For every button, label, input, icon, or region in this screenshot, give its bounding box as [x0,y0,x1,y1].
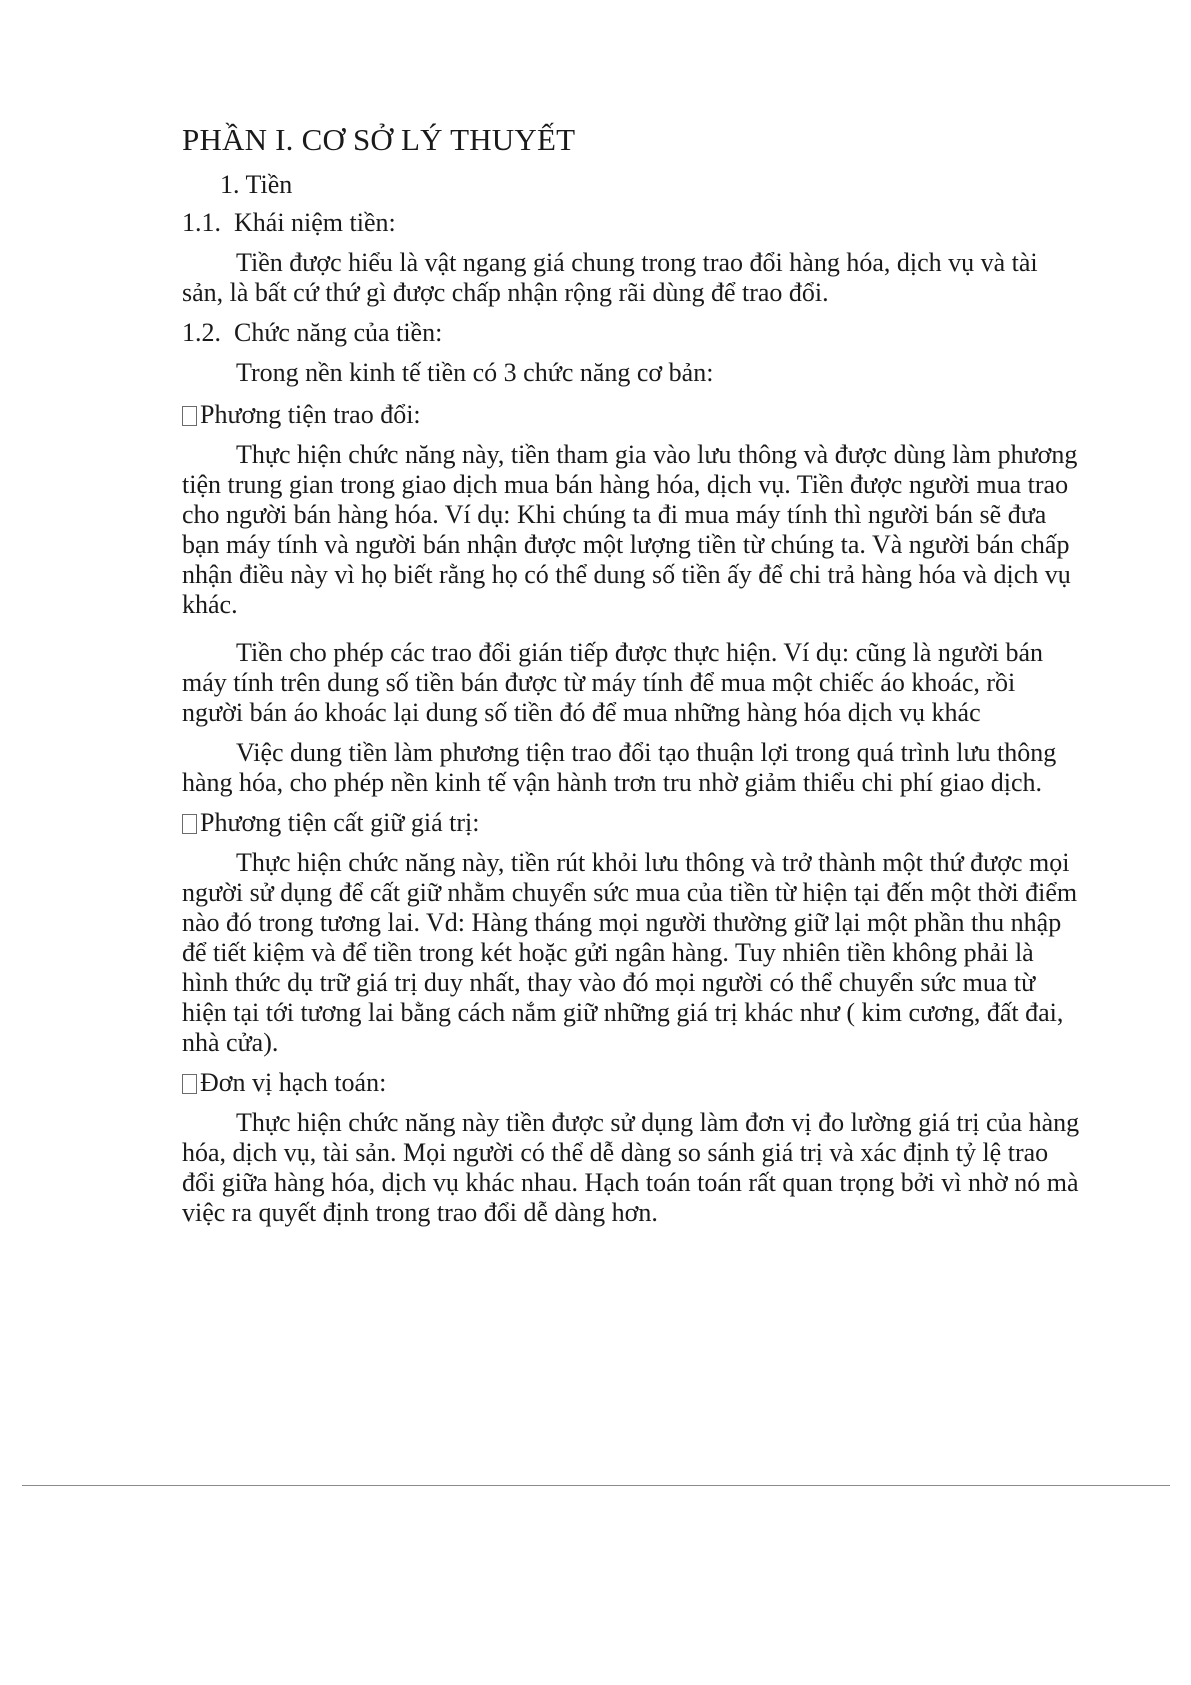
paragraph-store-of-value: Thực hiện chức năng này, tiền rút khỏi lưu thông và trở thành một thứ được mọi người sử dụng để cất giữ nhằm chuyển sức mua của tiền từ hiện tại đến một thời điểm nào đó trong tương lai. Vd: Hàng tháng mọi người thường giữ lại một phần thu nhập để tiết kiệm và để tiền trong két hoặc gửi ngân hàng. Tuy nhiên tiền không phải là hình thức dụ trữ giá trị duy nhất, thay vào đó mọi người có thể chuyển sức mua từ hiện tại tới tương lai bằng cách nắm giữ những giá trị khác như ( kim cương, đất đai, nhà cửa). [182,848,1078,1057]
part-heading: PHẦN I. CƠ SỞ LÝ THUYẾT [182,122,576,157]
subsection-functions-title [182,318,1082,348]
subsection-title: Khái niệm tiền: [234,208,396,237]
bullet-box-icon [182,406,197,426]
paragraph-functions-intro: Trong nền kinh tế tiền có 3 chức năng cơ bản: [236,358,714,387]
paragraph-definition: Tiền được hiểu là vật ngang giá chung trong trao đổi hàng hóa, dịch vụ và tài sản, là bất cứ thứ gì được chấp nhận rộng rãi dùng để trao đổi. [182,248,1038,307]
paragraph-exchange-3: Việc dung tiền làm phương tiện trao đổi tạo thuận lợi trong quá trình lưu thông hàng hóa, cho phép nền kinh tế vận hành trơn tru nhờ giảm thiểu chi phí giao dịch. [182,738,1057,797]
paragraph-unit-of-account: Thực hiện chức năng này tiền được sử dụng làm đơn vị đo lường giá trị của hàng hóa, dịch vụ, tài sản. Mọi người có thể dễ dàng so sánh giá trị và xác định tỷ lệ trao đổi giữa hàng hóa, dịch vụ khác nhau. Hạch toán toán rất quan trọng bởi vì nhờ nó mà việc ra quyết định trong trao đổi dễ dàng hơn. [182,1108,1080,1227]
bullet-store-of-value [182,808,1082,838]
document-body [182,120,1082,1238]
section-title-money: 1. Tiền [220,170,293,199]
subsection-number: 1.1. [182,208,221,237]
paragraph-exchange-2: Tiền cho phép các trao đổi gián tiếp được thực hiện. Ví dụ: cũng là người bán máy tính trên dung số tiền bán được từ máy tính để mua một chiếc áo khoác, rồi người bán áo khoác lại dung số tiền đó để mua những hàng hóa dịch vụ khác [182,638,1043,727]
bullet-label: Đơn vị hạch toán: [200,1068,387,1097]
bullet-label: Phương tiện trao đổi: [200,400,421,429]
bullet-box-icon [182,1074,197,1094]
subsection-title: Chức năng của tiền: [234,318,443,347]
page-divider [22,1485,1170,1486]
bullet-label: Phương tiện cất giữ giá trị: [200,808,480,837]
paragraph-exchange-1: Thực hiện chức năng này, tiền tham gia vào lưu thông và được dùng làm phương tiện trung gian trong giao dịch mua bán hàng hóa, dịch vụ. Tiền được người mua trao cho người bán hàng hóa. Ví dụ: Khi chúng ta đi mua máy tính thì người bán sẽ đưa bạn máy tính và người bán nhận được một lượng tiền từ chúng ta. Và người bán chấp nhận điều này vì họ biết rằng họ có thể dung số tiền ấy để chi trả hàng hóa và dịch vụ khác. [182,440,1078,619]
bullet-medium-of-exchange [182,400,1082,430]
bullet-unit-of-account [182,1068,1082,1098]
bullet-box-icon [182,814,197,834]
subsection-definition-title [182,208,1082,238]
subsection-number: 1.2. [182,318,221,347]
